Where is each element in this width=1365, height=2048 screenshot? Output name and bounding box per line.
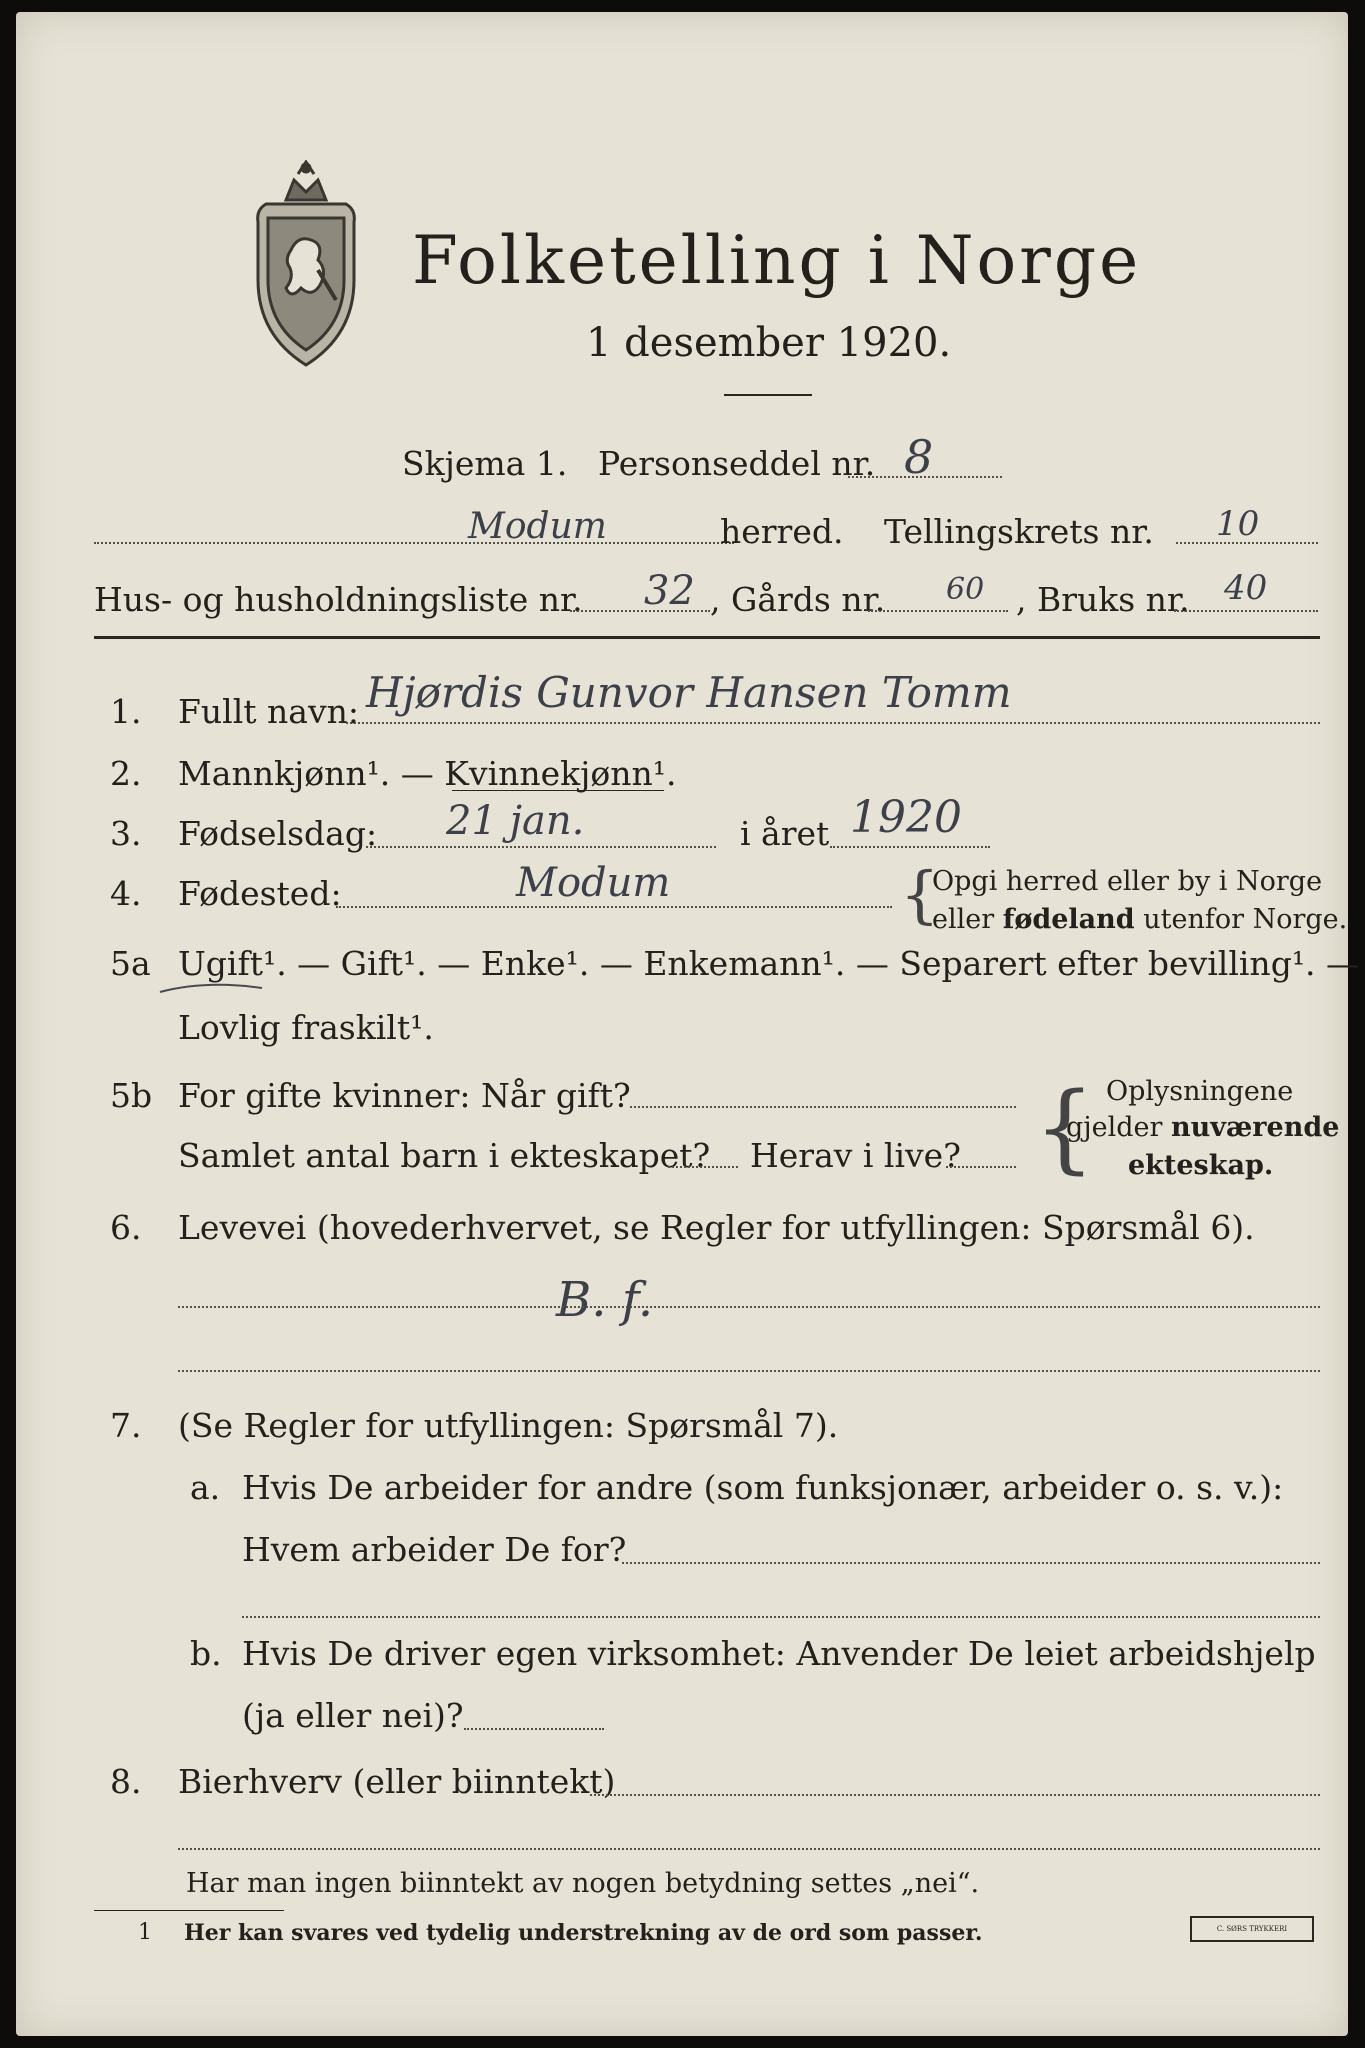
husholdningsliste-value: 32 — [644, 568, 695, 614]
bruks-line — [1174, 610, 1318, 612]
q5b-note1: Oplysningene — [1106, 1076, 1294, 1107]
q1-number: 1. — [110, 692, 142, 731]
birthday-value: 21 jan. — [446, 798, 585, 844]
census-form-page — [16, 12, 1360, 2036]
tellingskrets-label: Tellingskrets nr. — [884, 512, 1154, 551]
q4-line — [336, 906, 892, 908]
q1-line — [346, 722, 1320, 724]
printer-stamp: C. SØRS TRYKKERI — [1190, 1916, 1314, 1942]
q8-label: Bierhverv (eller biinntekt) — [178, 1762, 616, 1801]
q7b-letter: b. — [190, 1634, 222, 1673]
schema-label: Skjema 1. — [402, 444, 568, 483]
birthplace-value: Modum — [516, 860, 671, 906]
occupation-value: B. f. — [556, 1272, 654, 1328]
herred-label: herred. — [720, 512, 844, 551]
year-label: i året — [740, 814, 830, 853]
tellingskrets-value: 10 — [1216, 504, 1260, 544]
gards-label: , Gårds nr. — [710, 580, 886, 619]
q7a-question: Hvem arbeider De for? — [242, 1530, 627, 1569]
q5a-number: 5a — [110, 944, 151, 983]
q6-label: Levevei (hovederhvervet, se Regler for utfyllingen: Spørsmål 6). — [178, 1208, 1255, 1247]
q7a-line2 — [242, 1616, 1320, 1618]
q4-number: 4. — [110, 874, 142, 913]
married-when-line — [630, 1106, 1016, 1108]
personseddel-value: 8 — [904, 430, 934, 484]
gards-value: 60 — [946, 572, 985, 607]
header-divider — [94, 636, 1320, 639]
full-name-value: Hjørdis Gunvor Hansen Tomm — [366, 668, 1012, 717]
q5b-note2: gjelder nuværende — [1066, 1112, 1340, 1143]
footnote-divider — [94, 1910, 284, 1911]
q7b-text: Hvis De driver egen virksomhet: Anvender De leiet arbeidshjelp — [242, 1634, 1316, 1673]
gender-options: Mannkjønn¹. — Kvinnekjønn¹. — [178, 754, 677, 793]
personseddel-label: Personseddel nr. — [598, 444, 876, 483]
q7a-line1 — [622, 1562, 1320, 1564]
q1-label: Fullt navn: — [178, 692, 359, 731]
q7b-line — [464, 1728, 604, 1730]
gender-underline — [452, 790, 664, 791]
q6-line2 — [178, 1370, 1320, 1372]
bruks-value: 40 — [1224, 568, 1268, 608]
q8-line1 — [590, 1794, 1320, 1796]
form-title: Folketelling i Norge — [412, 222, 1142, 299]
q7a-text: Hvis De arbeider for andre (som funksjonær, arbeider o. s. v.): — [242, 1468, 1284, 1507]
q3-line — [366, 846, 716, 848]
marital-status-options: Ugift¹. — Gift¹. — Enke¹. — Enkemann¹. — Separert efter bevilling¹. — — [178, 944, 1360, 983]
q5b-children-label: Samlet antal barn i ekteskapet? — [178, 1136, 711, 1175]
gards-line — [868, 610, 1008, 612]
q4-note-line1: Opgi herred eller by i Norge — [932, 866, 1323, 897]
q6-line1 — [178, 1306, 1320, 1308]
q8-line2 — [178, 1848, 1320, 1850]
q6-number: 6. — [110, 1208, 142, 1247]
footnote-text: Her kan svares ved tydelig understrekning av de ord som passer. — [184, 1920, 983, 1946]
q4-note-brace: { — [900, 858, 940, 931]
census-date: 1 desember 1920. — [586, 320, 952, 366]
herred-line — [94, 542, 734, 544]
q5b-note-brace: { — [1034, 1072, 1096, 1184]
q3-label: Fødselsdag: — [178, 814, 378, 853]
q7-label: (Se Regler for utfyllingen: Spørsmål 7). — [178, 1406, 839, 1445]
no-income-note: Har man ingen biinntekt av nogen betydning settes „nei“. — [186, 1868, 980, 1899]
ugift-underline-stroke — [156, 978, 266, 998]
birth-year-value: 1920 — [850, 792, 962, 843]
q7a-letter: a. — [190, 1468, 221, 1507]
q2-number: 2. — [110, 754, 142, 793]
q5b-line1: For gifte kvinner: Når gift? — [178, 1076, 631, 1115]
q7-number: 7. — [110, 1406, 142, 1445]
husholdningsliste-label: Hus- og husholdningsliste nr. — [94, 580, 583, 619]
q5b-note3: ekteskap. — [1128, 1150, 1274, 1181]
marital-status-line2: Lovlig fraskilt¹. — [178, 1008, 434, 1047]
children-line — [668, 1166, 738, 1168]
q8-number: 8. — [110, 1762, 142, 1801]
alive-line — [946, 1166, 1016, 1168]
footnote-mark: 1 — [138, 1920, 152, 1945]
bruks-label: , Bruks nr. — [1016, 580, 1190, 619]
q4-note-line2: eller fødeland utenfor Norge. — [932, 904, 1348, 935]
q5b-number: 5b — [110, 1076, 153, 1115]
title-divider — [724, 394, 812, 396]
q7b-question: (ja eller nei)? — [242, 1696, 464, 1735]
q4-label: Fødested: — [178, 874, 342, 913]
year-line — [830, 846, 990, 848]
q3-number: 3. — [110, 814, 142, 853]
norwegian-coat-of-arms-icon — [246, 160, 366, 370]
q5b-alive-label: Herav i live? — [750, 1136, 961, 1175]
herred-value: Modum — [468, 506, 607, 547]
